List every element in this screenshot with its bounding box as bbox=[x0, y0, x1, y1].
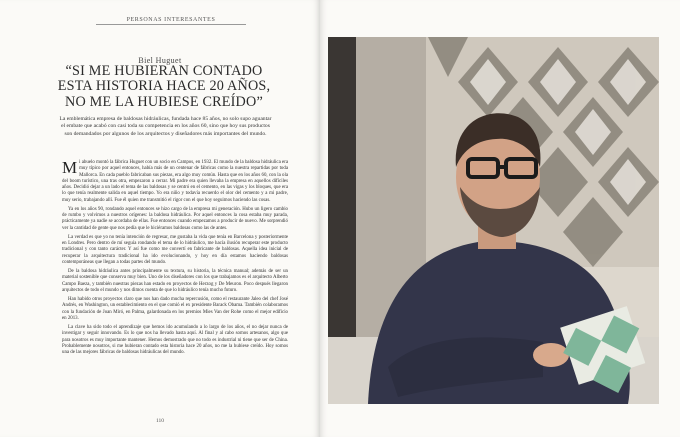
author-byline: Biel Huguet bbox=[138, 56, 182, 65]
section-header: PERSONAS INTERESANTES bbox=[96, 17, 246, 25]
body-paragraph-6: La clave ha sido todo el aprendizaje que hemos ido acumulando a lo largo de los años, el no dejar nunca de investigar y seguir innovando. Es lo que nos ha llevado hasta aquí. Al final y al cabo somos artesanos, algo que para nosotros es muy importante mantener. Hemos demostrado que no todo es industrial ni tiene que ser de China. Probablemente nosotros, si me hubieran contado esta historia hace 20 años, no me la hubiese creído. Hoy somos una de las mejores fábricas de baldosas hidráulicas del mundo. bbox=[62, 325, 288, 355]
headline-line-3: NO ME LA HUBIESE CREÍDO” bbox=[65, 93, 263, 110]
article-headline bbox=[44, 64, 284, 110]
body-paragraph-1 bbox=[62, 160, 288, 204]
page-number: 110 bbox=[155, 418, 165, 424]
body-paragraph-2: Ya en los años 90, rondando aquel entonces se hizo cargo de la empresa mi generación. Hubo un ligero cambio de rumbo y volvimos a nuestros orígenes: la baldosa hidráulica. Por aquel entonces la cosa estaba muy parada, prácticamente ya nadie se acordaba de ellas. Fue entonces cuando empezamos a producir de nuevo. Me sorprendió ver la cantidad de gente que nos pedía que le hiciéramos baldosas como las de antes. bbox=[62, 206, 288, 231]
headline-line-1: “SI ME HUBIERAN CONTADO bbox=[65, 63, 263, 79]
article-body bbox=[62, 160, 288, 359]
article-lede: La emblemática empresa de baldosas hidráulicas, fundada hace 85 años, no solo supo aguantar el embate que acabó con casi toda su competencia en los años 60, sino que hoy sus productos son demandados por algunos de los arquitectos y diseñadores más importantes del mundo. bbox=[59, 116, 272, 137]
headline-line-2: ESTA HISTORIA HACE 20 AÑOS, bbox=[57, 78, 271, 95]
body-paragraph-5: Han habido otros proyectos claro que nos han dado mucha repercusión, como el restaurante Jaleo del chef José Andrés, en Washington, un establecimiento en el que comió el ex presidente Barack Obama. También colaboramos con la fundación de Joan Miró, en Palma, galardonada en los premios Mies Van der Rohe como el mejor edificio en 2013. bbox=[62, 297, 288, 321]
drop-cap: M bbox=[62, 158, 78, 177]
portrait-photo bbox=[328, 37, 659, 404]
body-paragraph-1-text: i abuelo montó la fábrica Huguet con un socio en Campos, en 1932. El mundo de la baldosa hidráulica era muy típico por aquel entonces, había más de un centenar de fábricas como la nuestra repartidas por toda Mallorca. En cada pueblo fabricaban sus piezas, era algo muy común. Hasta que en los años 60, con la ola del boom turístico, una tras otra, empezaron a cerrar. Mi padre era quien llevaba la empresa en aquellos difíciles años. Decidió dejar a un lado el tema de las baldosas y se centró en el cemento, en las vigas y los bloques, que era lo que tenía realmente salida en aquel tiempo. Yo era niño y todavía recuerdo el olor del cemento y a mi padre, muy serio, trabajando allí. Fue él quien me transmitió el rigor con el que hoy seguimos haciendo las cosas. bbox=[62, 160, 288, 203]
body-paragraph-3: La verdad es que yo no tenía intención de regresar, me gustaba la vida que tenía en Barcelona y posteriormente en Londres. Pero dentro de mí seguía rondando el tema de lo hidráulico, me hacía ilusión recuperar este producto tradicional y con tanto carácter. Y así fue como me convertí en fabricante de baldosas. Aquella idea inicial de recuperar la arquitectura tradicional ha ido evolucionando, y hoy en día estamos haciendo baldosas contemporáneas que llegan a todas partes del mundo. bbox=[62, 234, 288, 265]
left-page bbox=[0, 0, 320, 437]
right-page bbox=[320, 0, 680, 437]
portrait-illustration bbox=[328, 37, 659, 404]
body-paragraph-4: De la baldosa hidráulica antes principalmente su textura, su historia, la técnica manual; además de ser un material sostenible que conserva muy bien. Uno de los diseñadores con los que trabajamos es el arquitecto Alberto Campo Baeza, y también nuestras piezas han estado en proyectos de Herzog y De Meuron. Poco después llegaron arquitectos de todo el mundo y nos dimos cuenta de que lo hidráulico tenía mucho futuro. bbox=[62, 269, 288, 293]
